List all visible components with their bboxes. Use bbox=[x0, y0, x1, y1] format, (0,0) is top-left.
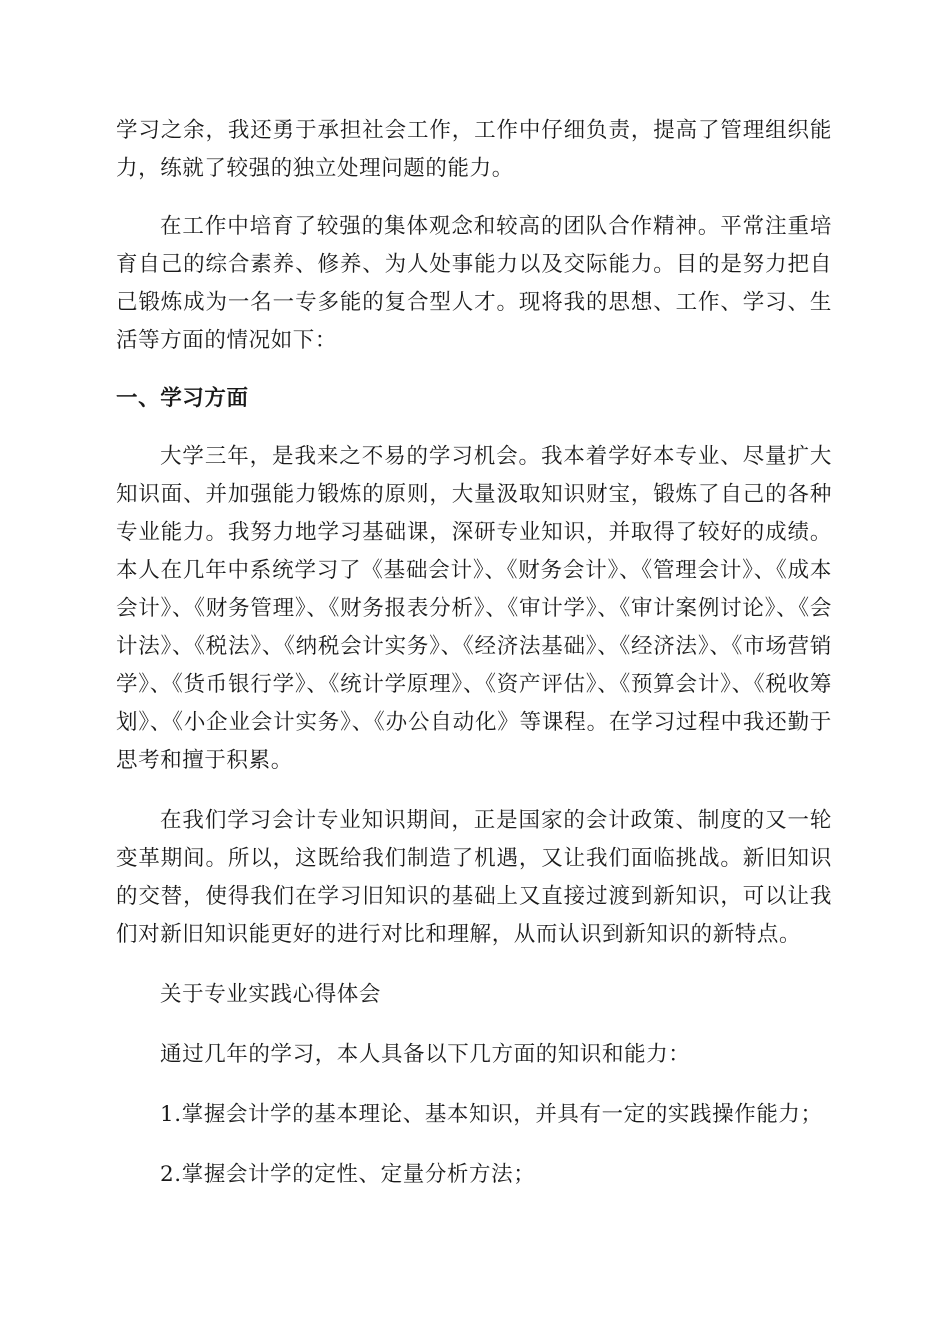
section-heading-study: 一、学习方面 bbox=[116, 386, 249, 411]
list-item-2: 2.掌握会计学的定性、定量分析方法； bbox=[160, 1162, 536, 1187]
paragraph-courses: 大学三年，是我来之不易的学习机会。我本着学好本专业、尽量扩大知识面、并加强能力锻炼的原则，大量汲取知识财宝，锻炼了自己的各种专业能力。我努力地学习基础课，深研专业知识，并取得了较好的成绩。本人在几年中系统学习了《基础会计》、《财务会计》、《管理会计》、《成本会计》、《财务管理》、《财务报表分析》、《审计学》、《审计案例讨论》、《会计法》、《税法》、《纳税会计实务》、《经济法基础》、《经济法》、《市场营销学》、《货币银行学》、《统计学原理》、《资产评估》、《预算会计》、《税收筹划》、《小企业会计实务》、《办公自动化》等课程。在学习过程中我还勤于思考和擅于积累。 bbox=[116, 444, 832, 773]
paragraph-social-work: 学习之余，我还勇于承担社会工作，工作中仔细负责，提高了管理组织能力，练就了较强的独立处理问题的能力。 bbox=[116, 118, 832, 181]
list-item-1: 1.掌握会计学的基本理论、基本知识，并具有一定的实践操作能力； bbox=[160, 1102, 823, 1127]
paragraph-practice-title: 关于专业实践心得体会 bbox=[160, 982, 382, 1007]
paragraph-reform-period: 在我们学习会计专业知识期间，正是国家的会计政策、制度的又一轮变革期间。所以，这既给我们制造了机遇，又让我们面临挑战。新旧知识的交替，使得我们在学习旧知识的基础上又直接过渡到新知识，可以让我们对新旧知识能更好的进行对比和理解，从而认识到新知识的新特点。 bbox=[116, 808, 832, 947]
paragraph-abilities-intro: 通过几年的学习，本人具备以下几方面的知识和能力： bbox=[160, 1042, 691, 1067]
paragraph-team-spirit: 在工作中培育了较强的集体观念和较高的团队合作精神。平常注重培育自己的综合素养、修养、为人处事能力以及交际能力。目的是努力把自己锻炼成为一名一专多能的复合型人才。现将我的思想、工作、学习、生活等方面的情况如下： bbox=[116, 214, 832, 353]
